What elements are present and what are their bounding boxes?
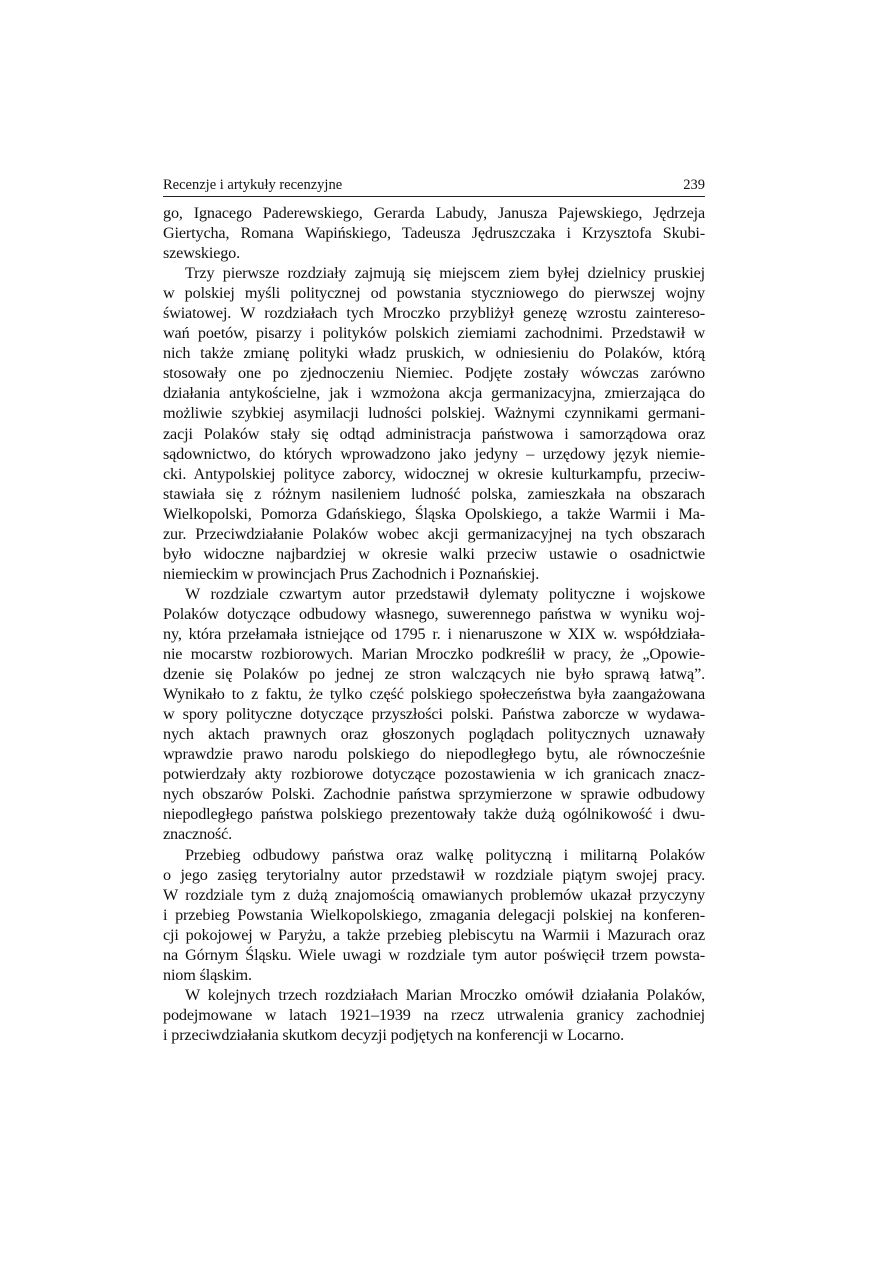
text-line: światowej. W rozdziałach tych Mroczko przybliżył genezę wzrostu zaintereso-: [163, 304, 705, 323]
text-line: podejmowane w latach 1921–1939 na rzecz utrwalenia granicy zachodniej: [163, 1005, 705, 1024]
text-line: możliwie szybkiej asymilacji ludności polskiej. Ważnymi czynnikami germani-: [163, 404, 705, 423]
text-line: znaczność.: [163, 825, 233, 844]
text-line: nych obszarów Polski. Zachodnie państwa sprzymierzone w sprawie odbudowy: [163, 785, 705, 804]
text-line: Giertycha, Romana Wapińskiego, Tadeusza Jędruszczaka i Krzysztofa Skubi-: [163, 224, 705, 243]
text-line: W rozdziale czwartym autor przedstawił dylematy polityczne i wojskowe: [185, 584, 705, 603]
page-number: 239: [683, 177, 705, 193]
text-line: Trzy pierwsze rozdziały zajmują się miejscem ziem byłej dzielnicy pruskiej: [185, 264, 705, 283]
text-line: i przeciwdziałania skutkom decyzji podjętych na konferencji w Locarno.: [163, 1025, 625, 1044]
running-header: [163, 176, 705, 197]
text-line: W rozdziale tym z dużą znajomością omawianych problemów ukazał przyczyny: [163, 885, 705, 904]
text-line: cji pokojowej w Paryżu, a także przebieg plebiscytu na Warmii i Mazurach oraz: [163, 925, 705, 944]
paragraph: [163, 845, 705, 985]
text-line: w spory polityczne dotyczące przyszłości polski. Państwa zaborcze w wydawa-: [163, 705, 705, 724]
text-line: cki. Antypolskiej polityce zaborcy, widocznej w okresie kulturkampfu, przeciw-: [163, 464, 705, 483]
text-line: zacji Polaków stały się odtąd administracja państwowa i samorządowa oraz: [163, 424, 705, 443]
text-line: o jego zasięg terytorialny autor przedstawił w rozdziale piątym swojej pracy.: [163, 865, 705, 884]
text-line: Wynikało to z faktu, że tylko część polskiego społeczeństwa była zaangażowana: [163, 685, 705, 704]
text-line: w polskiej myśli politycznej od powstania styczniowego do pierwszej wojny: [163, 284, 705, 303]
text-line: wprawdzie prawo narodu polskiego do niepodległego bytu, ale równocześnie: [163, 745, 705, 764]
paragraph: [163, 203, 705, 263]
text-line: dzenie się Polaków po jednej ze stron walczących nie było sprawą łatwą”.: [163, 665, 705, 684]
text-line: sądownictwo, do których wprowadzono jako jedyny – urzędowy język niemie-: [163, 444, 705, 463]
paragraph: [163, 985, 705, 1045]
text-line: Przebieg odbudowy państwa oraz walkę polityczną i militarną Polaków: [185, 845, 705, 864]
text-line: stawiała się z różnym nasileniem ludność polska, zamieszkała na obszarach: [163, 484, 705, 503]
paragraph: [163, 584, 705, 845]
text-line: niemieckim w prowincjach Prus Zachodnich i Poznańskiej.: [163, 564, 540, 583]
paragraph: [163, 263, 705, 584]
text-line: nich także zmianę polityki władz pruskich, w odniesieniu do Polaków, którą: [163, 344, 705, 363]
text-line: szewskiego.: [163, 244, 241, 263]
text-line: stosowały one po zjednoczeniu Niemiec. Podjęte zostały wówczas zarówno: [163, 364, 705, 383]
text-line: wań poetów, pisarzy i polityków polskich ziemiami zachodnimi. Przedstawił w: [163, 324, 705, 343]
text-line: zur. Przeciwdziałanie Polaków wobec akcji germanizacyjnej na tych obszarach: [163, 524, 705, 543]
text-line: nie mocarstw rozbiorowych. Marian Mroczko podkreślił w pracy, że „Opowie-: [163, 645, 705, 664]
text-line: na Górnym Śląsku. Wiele uwagi w rozdziale tym autor poświęcił trzem powsta-: [163, 945, 705, 964]
text-line: potwierdzały akty rozbiorowe dotyczące pozostawienia w ich granicach znacz-: [163, 765, 705, 784]
text-line: ny, która przełamała istniejące od 1795 r. i nienaruszone w XIX w. współdziała-: [163, 624, 705, 643]
text-line: działania antykościelne, jak i wzmożona akcja germanizacyjna, zmierzająca do: [163, 384, 705, 403]
text-line: było widoczne najbardziej w okresie walki przeciw ustawie o osadnictwie: [163, 544, 705, 563]
text-line: nych aktach prawnych oraz głoszonych poglądach politycznych uznawały: [163, 725, 705, 744]
running-header-title: Recenzje i artykuły recenzyjne: [163, 177, 343, 193]
body-text: [163, 203, 705, 1045]
text-line: Polaków dotyczące odbudowy własnego, suwerennego państwa w wyniku woj-: [163, 604, 705, 623]
text-line: niom śląskim.: [163, 965, 252, 984]
text-line: W kolejnych trzech rozdziałach Marian Mroczko omówił działania Polaków,: [185, 985, 705, 1004]
text-line: niepodległego państwa polskiego prezentowały także dużą ogólnikowość i dwu-: [163, 805, 705, 824]
text-line: i przebieg Powstania Wielkopolskiego, zmagania delegacji polskiej na konferen-: [163, 905, 705, 924]
text-line: go, Ignacego Paderewskiego, Gerarda Labudy, Janusza Pajewskiego, Jędrzeja: [163, 204, 705, 222]
text-line: Wielkopolski, Pomorza Gdańskiego, Śląska Opolskiego, a także Warmii i Ma-: [163, 504, 705, 523]
